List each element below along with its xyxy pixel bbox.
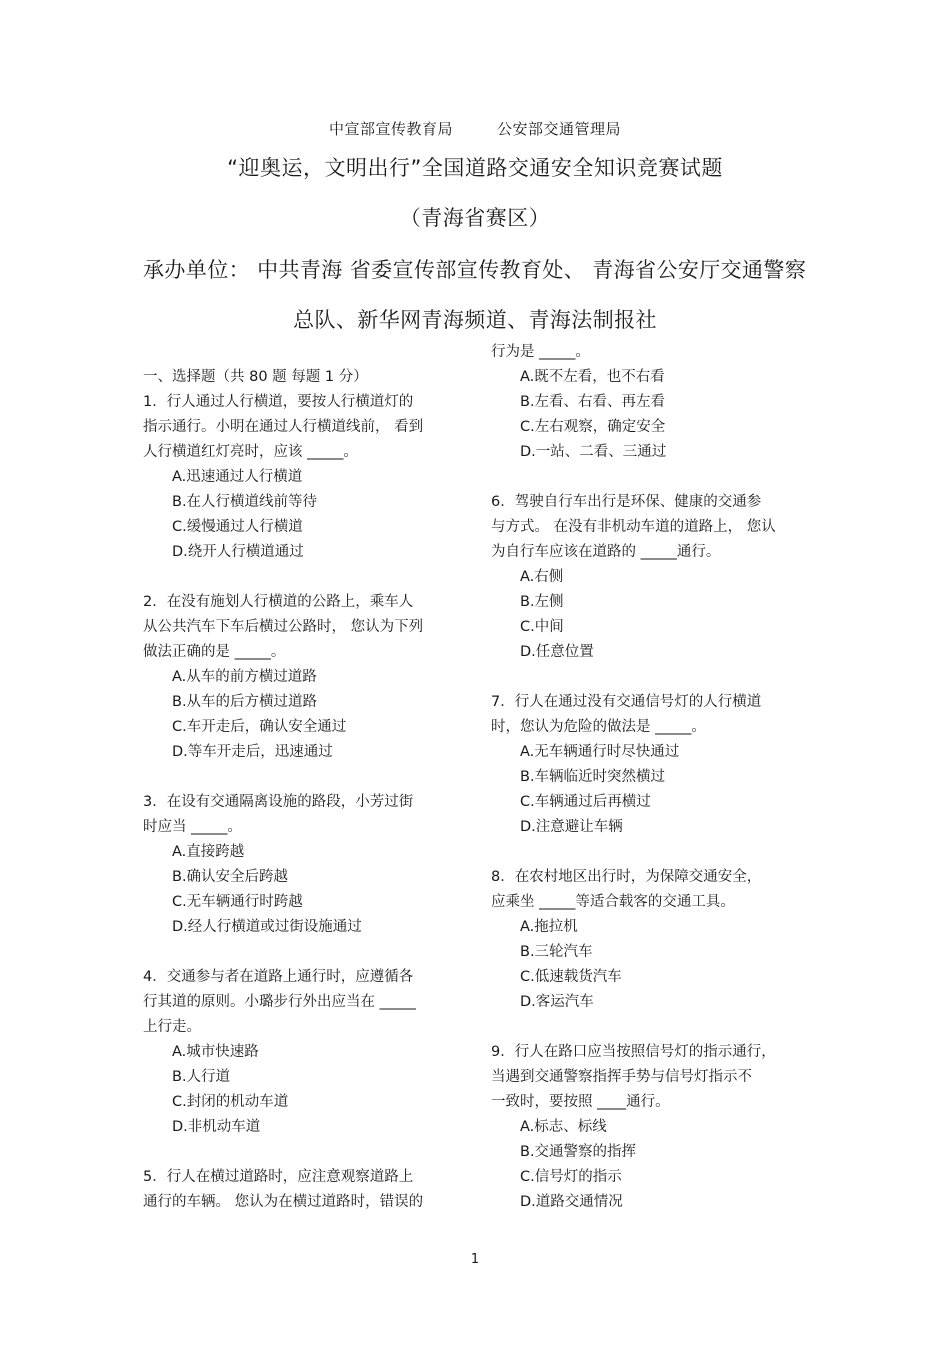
page-number: 1 — [470, 1252, 480, 1267]
question-text-line: 从公共汽车下车后横过公路时， 您认为下列 — [143, 619, 424, 635]
question-text-line: 一致时，要按照 ____通行。 — [491, 1094, 670, 1110]
question-text-line: 6．驾驶自行车出行是环保、健康的交通参 — [491, 494, 762, 510]
answer-option: B.三轮汽车 — [520, 944, 593, 960]
question-text-line: 指示通行。小明在通过人行横道线前， 看到 — [143, 419, 424, 435]
question-spacer — [491, 465, 821, 490]
question-text-line: 2．在没有施划人行横道的公路上，乘车人 — [143, 594, 414, 610]
question-text-line: 8．在农村地区出行时，为保障交通安全， — [491, 869, 762, 885]
question-text-line: 行其道的原则。小璐步行外出应当在 _____ — [143, 994, 416, 1010]
question-block — [491, 340, 821, 465]
answer-option: A.右侧 — [520, 569, 564, 585]
question-text-line: 应乘坐 _____等适合载客的交通工具。 — [491, 894, 735, 910]
answer-option: D.经人行横道或过街设施通过 — [172, 919, 362, 935]
answer-option: A.拖拉机 — [520, 919, 578, 935]
answer-option: C.无车辆通行时跨越 — [172, 894, 303, 910]
org-left: 中宣部宣传教育局 — [328, 120, 453, 138]
question-text-line: 行为是 _____。 — [491, 344, 590, 360]
question-text-line: 为自行车应该在道路的 _____通行。 — [491, 544, 721, 560]
question-text-line: 人行横道红灯亮时，应该 _____。 — [143, 444, 358, 460]
answer-option: C.缓慢通过人行横道 — [172, 519, 303, 535]
answer-option: D.等车开走后，迅速通过 — [172, 744, 333, 760]
answer-option: B.左看、右看、再左看 — [520, 394, 666, 410]
question-text-line: 通行的车辆。 您认为在横过道路时，错误的 — [143, 1194, 424, 1210]
question-spacer — [491, 1015, 821, 1040]
question-text-line: 9．行人在路口应当按照信号灯的指示通行， — [491, 1044, 776, 1060]
question-text-line: 5．行人在横过道路时，应注意观察道路上 — [143, 1169, 414, 1185]
question-text-line: 做法正确的是 _____。 — [143, 644, 286, 660]
answer-option: C.信号灯的指示 — [520, 1169, 622, 1185]
document-title: “迎奥运，文明出行”全国道路交通安全知识竞赛试题 — [227, 156, 723, 180]
question-text-line: 时，您认为危险的做法是 _____。 — [491, 719, 706, 735]
question-text-line: 与方式。 在没有非机动车道的道路上， 您认 — [491, 519, 776, 535]
answer-option: D.注意避让车辆 — [520, 819, 623, 835]
question-spacer — [491, 840, 821, 865]
question-text-line: 上行走。 — [143, 1019, 201, 1035]
answer-option: D.任意位置 — [520, 644, 594, 660]
answer-option: A.既不左看，也不右看 — [520, 369, 665, 385]
answer-option: D.绕开人行横道通过 — [172, 544, 304, 560]
answer-option: C.低速载货汽车 — [520, 969, 622, 985]
question-spacer — [143, 1140, 473, 1165]
question-block — [491, 690, 821, 840]
answer-option: D.道路交通情况 — [520, 1194, 623, 1210]
question-block — [143, 1165, 473, 1215]
question-block — [143, 965, 473, 1140]
section-heading: 一、选择题（共 80 题 每题 1 分） — [143, 369, 368, 385]
answer-option: B.从车的后方横过道路 — [172, 694, 318, 710]
question-spacer — [491, 665, 821, 690]
question-block — [143, 590, 473, 765]
question-block — [143, 790, 473, 940]
answer-option: A.标志、标线 — [520, 1119, 607, 1135]
answer-option: B.左侧 — [520, 594, 564, 610]
answer-option: B.确认安全后跨越 — [172, 869, 289, 885]
question-spacer — [143, 940, 473, 965]
answer-option: C.封闭的机动车道 — [172, 1094, 289, 1110]
answer-option: D.客运汽车 — [520, 994, 594, 1010]
question-text-line: 时应当 _____。 — [143, 819, 242, 835]
org-right: 公安部交通管理局 — [497, 120, 622, 138]
answer-option: C.车开走后，确认安全通过 — [172, 719, 347, 735]
question-spacer — [143, 765, 473, 790]
issuing-organizations — [0, 118, 950, 139]
answer-option: A.直接跨越 — [172, 844, 245, 860]
organizer-line-2: 总队、新华网青海频道、青海法制报社 — [293, 308, 657, 332]
answer-option: A.无车辆通行时尽快通过 — [520, 744, 680, 760]
answer-option: D.一站、二看、三通过 — [520, 444, 667, 460]
answer-option: A.从车的前方横过道路 — [172, 669, 317, 685]
question-text-line: 3．在设有交通隔离设施的路段，小芳过街 — [143, 794, 414, 810]
region-subtitle: （青海省赛区） — [399, 206, 551, 230]
answer-option: C.左右观察，确定安全 — [520, 419, 666, 435]
right-column — [491, 340, 821, 1215]
question-text-line: 4．交通参与者在道路上通行时，应遵循各 — [143, 969, 414, 985]
question-text-line: 7．行人在通过没有交通信号灯的人行横道 — [491, 694, 762, 710]
answer-option: B.人行道 — [172, 1069, 231, 1085]
question-spacer — [143, 565, 473, 590]
left-column — [143, 365, 473, 1215]
answer-option: B.车辆临近时突然横过 — [520, 769, 666, 785]
answer-option: A.迅速通过人行横道 — [172, 469, 303, 485]
question-text-line: 当遇到交通警察指挥手势与信号灯指示不 — [491, 1069, 752, 1085]
left-question-list — [143, 390, 473, 1215]
question-block — [491, 490, 821, 665]
question-text-line: 1．行人通过人行横道，要按人行横道灯的 — [143, 394, 414, 410]
question-block — [143, 390, 473, 565]
answer-option: B.交通警察的指挥 — [520, 1144, 637, 1160]
answer-option: B.在人行横道线前等待 — [172, 494, 318, 510]
question-block — [491, 865, 821, 1015]
answer-option: D.非机动车道 — [172, 1119, 261, 1135]
answer-option: C.中间 — [520, 619, 564, 635]
answer-option: C.车辆通过后再横过 — [520, 794, 651, 810]
answer-option: A.城市快速路 — [172, 1044, 259, 1060]
question-block — [491, 1040, 821, 1215]
right-question-list — [491, 340, 821, 1215]
organizer-line-1: 承办单位： 中共青海 省委宣传部宣传教育处、 青海省公安厅交通警察 — [143, 258, 807, 282]
